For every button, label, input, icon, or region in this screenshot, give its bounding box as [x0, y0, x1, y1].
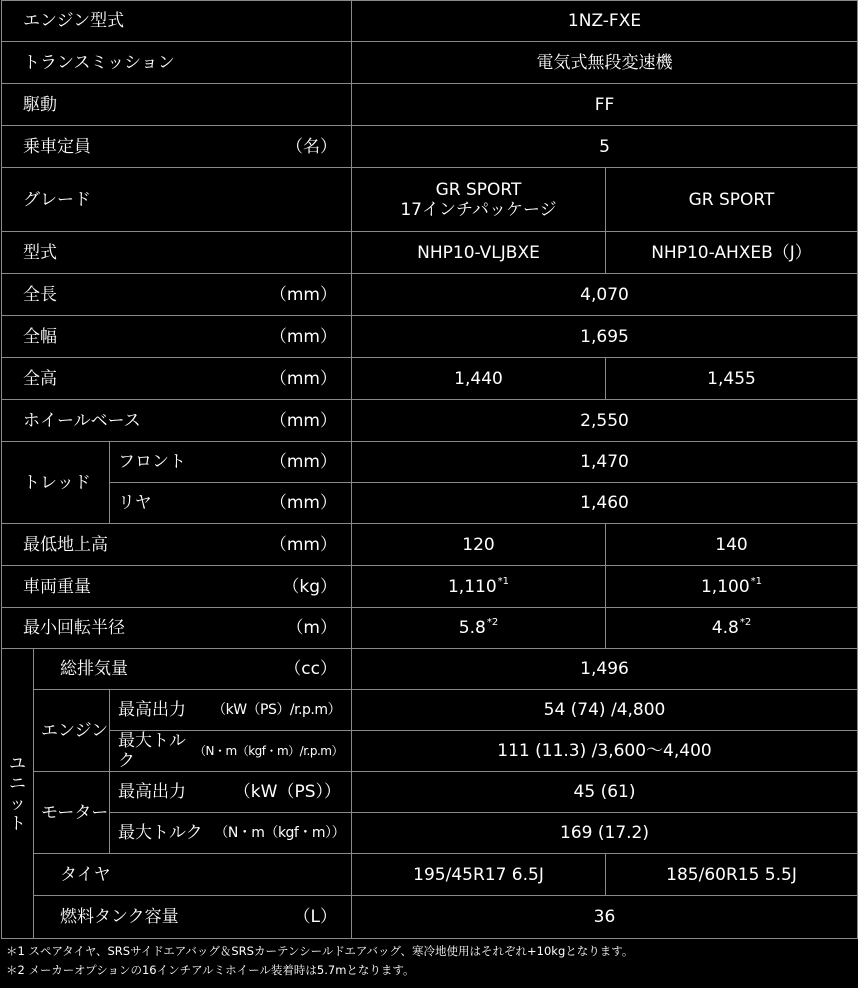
footnotes	[6, 942, 633, 980]
label-text: 乗車定員	[23, 136, 91, 157]
turning-radius-b-value: 4.8	[711, 618, 739, 638]
length-label	[1, 273, 352, 316]
engine-torque-value: 111 (11.3) /3,600〜4,400	[351, 730, 858, 772]
model-label	[1, 231, 352, 274]
drive-value: FF	[351, 83, 858, 126]
unit-text: （mm）	[269, 534, 337, 555]
label-text: 燃料タンク容量	[60, 907, 179, 927]
label-text: 全長	[23, 284, 57, 305]
label-text: タイヤ	[60, 864, 111, 885]
turning-radius-b	[605, 607, 858, 649]
label-text: 全幅	[23, 326, 57, 347]
label-text: 最低地上高	[23, 534, 108, 555]
length-value: 4,070	[351, 273, 858, 316]
engine-power-label	[109, 689, 352, 731]
unit-text: （mm）	[269, 493, 337, 513]
transmission-value: 電気式無段変速機	[351, 41, 858, 84]
label-text: 駆動	[23, 94, 57, 115]
ground-clearance-label	[1, 523, 352, 566]
height-b: 1,455	[605, 357, 858, 400]
ground-clearance-a: 120	[351, 523, 606, 566]
tire-label	[33, 853, 352, 896]
height-a: 1,440	[351, 357, 606, 400]
label-text: リヤ	[118, 493, 152, 513]
spec-table	[1, 0, 858, 939]
label-text: トランスミッション	[23, 52, 175, 73]
unit-text: （L）	[293, 907, 337, 927]
label-text: 総排気量	[60, 659, 128, 679]
label-text: 全高	[23, 368, 57, 389]
motor-power-value: 45 (61)	[351, 771, 858, 813]
unit-text: （cc）	[284, 659, 337, 679]
footnote-mark: *2	[739, 617, 752, 628]
engine-type-label	[1, 0, 352, 42]
label-text: 型式	[23, 242, 57, 263]
weight-b-value: 1,100	[700, 576, 750, 597]
tread-rear-label	[109, 482, 352, 524]
tire-a: 195/45R17 6.5J	[351, 853, 606, 896]
displacement-label	[33, 648, 352, 690]
footnote-2: ＊2 メーカーオプションの16インチアルミホイール装着時は5.7mとなります。	[6, 963, 415, 977]
grade-a	[351, 167, 606, 232]
wheelbase-label	[1, 399, 352, 442]
label-text: 最大トルク	[118, 823, 203, 843]
turning-radius-a-value: 5.8	[458, 618, 486, 638]
unit-text: （mm）	[269, 284, 337, 305]
turning-radius-a	[351, 607, 606, 649]
tread-front-label	[109, 441, 352, 483]
model-b: NHP10-AHXEB（J）	[605, 231, 858, 274]
label-text: 最大トルク	[118, 731, 186, 771]
engine-power-value: 54 (74) /4,800	[351, 689, 858, 731]
weight-a-value: 1,110	[447, 576, 497, 597]
unit-text: （mm）	[269, 368, 337, 389]
weight-b	[605, 565, 858, 608]
label-text: フロント	[118, 452, 186, 472]
width-value: 1,695	[351, 315, 858, 358]
drive-label	[1, 83, 352, 126]
grade-label	[1, 167, 352, 232]
model-a: NHP10-VLJBXE	[351, 231, 606, 274]
unit-text: （m）	[286, 618, 337, 638]
footnote-mark: *1	[750, 575, 763, 587]
unit-text: （名）	[286, 136, 337, 157]
unit-char: ッ	[9, 793, 26, 814]
tread-rear-value: 1,460	[351, 482, 858, 524]
capacity-label	[1, 125, 352, 168]
unit-text: （mm）	[269, 410, 337, 431]
label-text: 最高出力	[118, 700, 186, 720]
width-label	[1, 315, 352, 358]
unit-text: （N・m（kgf・m））	[214, 825, 345, 841]
unit-group-label	[1, 648, 34, 939]
grade-a-line1: GR SPORT	[435, 179, 522, 200]
weight-label	[1, 565, 352, 608]
footnote-mark: *1	[497, 575, 510, 587]
engine-type-value: 1NZ-FXE	[351, 0, 858, 42]
label-text: 車両重量	[23, 576, 91, 597]
tread-label	[1, 441, 110, 524]
wheelbase-value: 2,550	[351, 399, 858, 442]
grade-a-line2: 17インチパッケージ	[400, 199, 557, 220]
motor-group-label	[33, 771, 110, 854]
transmission-label	[1, 41, 352, 84]
unit-text: （mm）	[269, 326, 337, 347]
motor-power-label	[109, 771, 352, 813]
engine-torque-label	[109, 730, 352, 772]
label-text: エンジン型式	[23, 11, 125, 31]
tire-b: 185/60R15 5.5J	[605, 853, 858, 896]
height-label	[1, 357, 352, 400]
displacement-value: 1,496	[351, 648, 858, 690]
motor-torque-label	[109, 812, 352, 854]
unit-text: （kg）	[282, 576, 337, 597]
ground-clearance-b: 140	[605, 523, 858, 566]
fuel-tank-label	[33, 895, 352, 939]
unit-char: ユ	[9, 753, 26, 774]
unit-text: （kW（PS）/r.p.m）	[212, 702, 341, 718]
label-text: 最小回転半径	[23, 618, 125, 638]
label-text: モーター	[41, 802, 109, 823]
unit-char: ト	[9, 813, 26, 834]
capacity-value: 5	[351, 125, 858, 168]
label-text: エンジン	[41, 720, 109, 741]
unit-char: ニ	[9, 773, 26, 794]
label-text: 最高出力	[118, 782, 186, 802]
grade-b: GR SPORT	[605, 167, 858, 232]
motor-torque-value: 169 (17.2)	[351, 812, 858, 854]
footnote-1: ＊1 スペアタイヤ、SRSサイドエアバッグ＆SRSカーテンシールドエアバッグ、寒冷地使用はそれぞれ+10kgとなります。	[6, 944, 634, 958]
footnote-mark: *2	[486, 617, 499, 628]
unit-text: （mm）	[269, 452, 337, 472]
label-text: グレード	[23, 189, 91, 210]
turning-radius-label	[1, 607, 352, 649]
fuel-tank-value: 36	[351, 895, 858, 939]
label-text: トレッド	[23, 472, 91, 493]
unit-text: （N・m（kgf・m）/r.p.m）	[194, 744, 343, 758]
tread-front-value: 1,470	[351, 441, 858, 483]
unit-text: （kW（PS））	[233, 782, 341, 802]
engine-group-label	[33, 689, 110, 772]
label-text: ホイールベース	[23, 410, 141, 431]
weight-a	[351, 565, 606, 608]
